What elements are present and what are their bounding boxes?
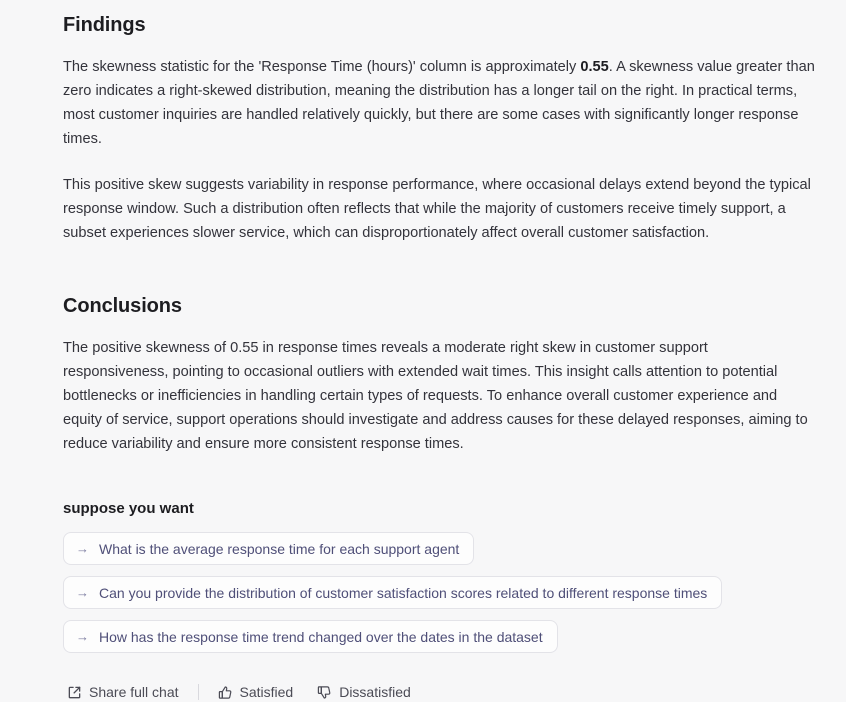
findings-paragraph-1 — [63, 55, 816, 151]
suggestion-label: What is the average response time for each support agent — [99, 540, 460, 557]
share-full-chat-label: Share full chat — [89, 684, 179, 700]
thumbs-down-icon — [317, 685, 332, 700]
satisfied-label: Satisfied — [239, 684, 294, 700]
findings-p1-post: . A skewness value greater than zero indicates a right-skewed distribution, meaning the distribution has a longer tail on the right. In practical terms, most customer inquiries are handled relatively quickly, but there are some cases with significantly longer response times. — [63, 59, 815, 147]
suggestion-row — [63, 576, 816, 620]
suggestion-chip-1[interactable] — [63, 532, 474, 565]
dissatisfied-label: Dissatisfied — [339, 684, 411, 700]
dissatisfied-button[interactable] — [313, 682, 415, 702]
suggestion-row — [63, 532, 816, 576]
suggestion-chip-2[interactable] — [63, 576, 722, 609]
suggestion-label: How has the response time trend changed over the dates in the dataset — [99, 628, 543, 645]
share-icon — [67, 685, 82, 700]
arrow-right-icon: → — [76, 585, 89, 600]
thumbs-up-icon — [218, 685, 233, 700]
findings-heading: Findings — [63, 14, 146, 36]
suggestion-row — [63, 620, 816, 664]
conclusions-section — [63, 281, 816, 456]
arrow-right-icon: → — [76, 541, 89, 556]
skewness-value: 0.55 — [580, 59, 609, 75]
arrow-right-icon: → — [76, 629, 89, 644]
conclusions-paragraph-1: The positive skewness of 0.55 in response times reveals a moderate right skew in customer support responsiveness, pointing to occasional outliers with extended wait times. This insight calls attention to potential bottlenecks or inefficiencies in handling certain types of requests. To enhance overall customer experience and equity of service, support operations should investigate and address causes for these delayed responses, aiming to reduce variability and ensure more consistent response times. — [63, 340, 808, 452]
findings-p1-pre: The skewness statistic for the 'Response Time (hours)' column is approximately — [63, 59, 581, 75]
suggestions-heading: suppose you want — [63, 500, 194, 517]
suggestions-list — [63, 532, 816, 664]
conclusions-heading: Conclusions — [63, 295, 182, 317]
suggestion-label: Can you provide the distribution of customer satisfaction scores related to different response times — [99, 584, 708, 601]
findings-paragraph-2: This positive skew suggests variability in response performance, where occasional delays extend beyond the typical response window. Such a distribution often reflects that while the majority of customers receive timely support, a subset experiences slower service, which can disproportionately affect overall customer satisfaction. — [63, 177, 811, 241]
suggestion-chip-3[interactable] — [63, 620, 558, 653]
satisfied-button[interactable] — [214, 682, 298, 702]
answer-footer-actions — [63, 682, 816, 702]
share-full-chat-button[interactable] — [63, 682, 183, 702]
